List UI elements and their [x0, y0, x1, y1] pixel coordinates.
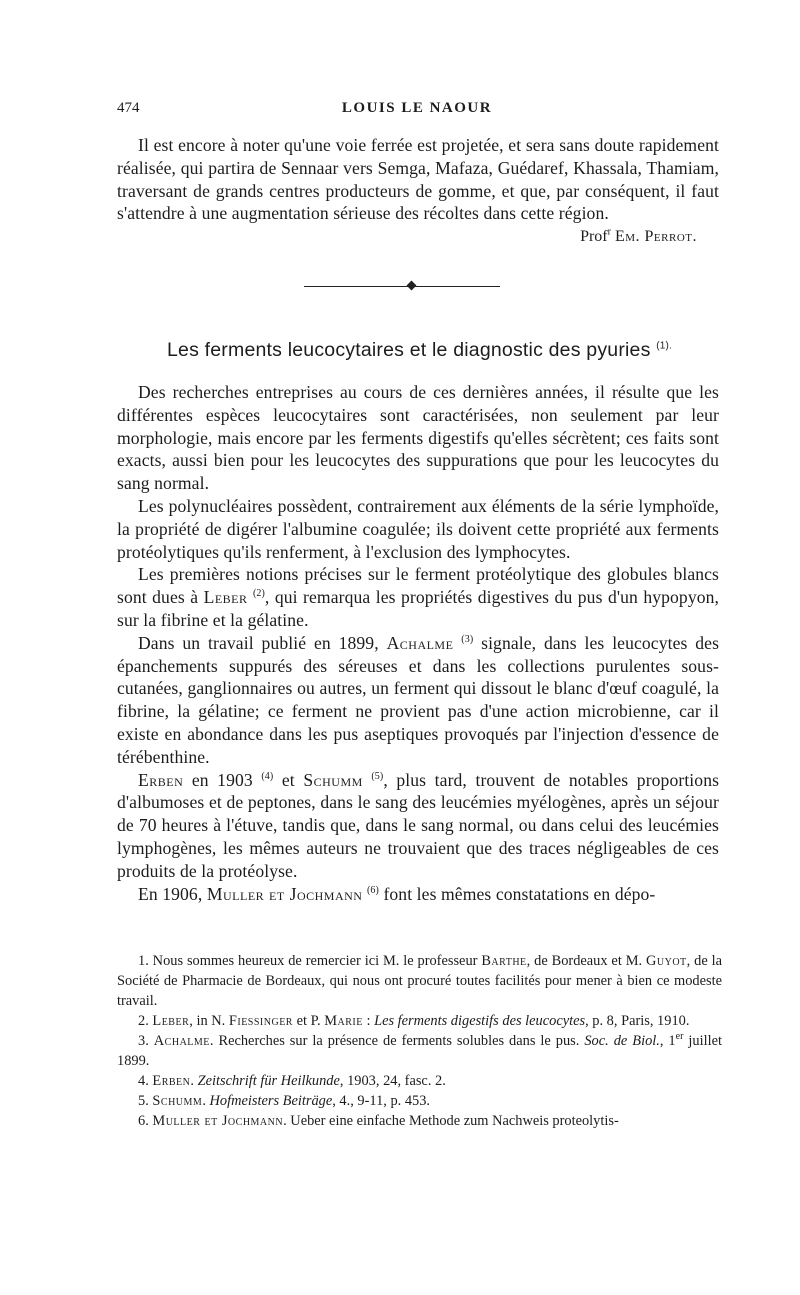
running-head: LOUIS LE NAOUR: [341, 100, 493, 116]
footnote-2-name-fiessinger: Fiessinger: [228, 1013, 293, 1029]
signature-prefix: Prof: [580, 228, 608, 246]
footnote-3-text-b: . Recherches sur la présence de ferments solubles dans le pus.: [209, 1033, 580, 1049]
footnote-1-text-a: 1. Nous sommes heureux de remercier ici M. le professeur: [138, 953, 478, 969]
paragraph-5-text-c: , plus tard, trouvent de notables proportions d'albumoses et de peptones, dans le sang des leucémies myélogènes, après un séjour de 70 heures à l'étuve, tandis que, dans le sang normal, ou dans celui des leucémies lymphogènes, les mêmes auteurs ne trouvaient que des traces négligeables de ces produits de la protéolyse.: [117, 769, 720, 881]
paragraph-5-text-b: et: [281, 769, 295, 790]
paragraph-3-text-a: Les premières notions précises sur le ferment protéolytique des globules blancs sont dues à: [117, 564, 719, 608]
note-ref-2: (2): [252, 588, 265, 600]
footnote-3: [117, 1031, 722, 1071]
section-separator: [304, 286, 500, 288]
page-header: [117, 100, 717, 122]
signature-name: Em. Perrot.: [614, 228, 697, 246]
article-title-note: (1).: [656, 340, 672, 352]
author-signature: [117, 225, 719, 249]
intro-block: [117, 134, 719, 249]
paragraph-4-text-a: Dans un travail publié en 1899,: [138, 632, 379, 653]
article-paragraph-4: [117, 632, 719, 769]
footnote-2-text-c: et P.: [296, 1013, 321, 1029]
footnote-5-text-b: .: [202, 1093, 206, 1109]
footnote-3-text-d: juillet 1899.: [117, 1033, 722, 1069]
article-paragraph-6: [117, 883, 719, 906]
article-title-text: Les ferments leucocytaires et le diagnostic des pyuries: [166, 339, 651, 361]
paragraph-4-text-b: signale, dans les leucocytes des épanchements suppurés des séreuses et dans les collections purulentes sous-cutanées, ganglionnaires ou autres, un ferment qui dissout le blanc d'œuf coagulé, la fibrine, la gélatine; ce ferment ne provient pas d'une action microbienne, car il existe en abondance dans les pus aseptiques provoqués par l'injection d'essence de térébenthine.: [117, 632, 720, 767]
footnote-4-text-b: .: [190, 1073, 194, 1089]
author-schumm: Schumm: [303, 769, 363, 790]
footnote-1-name-guyot: Guyot: [645, 953, 687, 969]
footnote-2-name-leber: Leber: [152, 1013, 190, 1029]
footnote-6-number: 6.: [138, 1113, 149, 1129]
separator-diamond: [407, 281, 417, 291]
separator-line: [304, 286, 500, 287]
footnote-5-number: 5.: [138, 1093, 149, 1109]
paragraph-3-text-b: , qui remarqua les propriétés digestives du pus d'un hypopyon, sur la fibrine et la gélatine.: [117, 587, 720, 630]
footnote-2-colon: :: [366, 1013, 371, 1029]
footnote-3-sup: er: [675, 1031, 684, 1043]
note-ref-5: (5): [371, 770, 384, 782]
footnote-2-text-e: , p. 8, Paris, 1910.: [585, 1013, 690, 1029]
paragraph-6-text-a: En 1906,: [138, 883, 203, 904]
paragraph-6-text-b: font les mêmes constatations en dépo-: [383, 883, 656, 904]
footnote-6: [117, 1111, 722, 1131]
footnote-3-work-title: Soc. de Biol.: [584, 1033, 660, 1049]
footnote-2-text-b: , in N.: [189, 1013, 226, 1029]
author-erben: Erben: [138, 769, 184, 790]
author-achalme: Achalme: [386, 632, 454, 653]
footnote-2-number: 2.: [138, 1013, 149, 1029]
article-paragraph-5: [117, 769, 719, 883]
signature-sup: r: [607, 226, 611, 238]
footnote-1-name-barthe: Barthe: [481, 953, 527, 969]
intro-paragraph: Il est encore à noter qu'une voie ferrée est projetée, et sera sans doute rapidement réalisée, qui partira de Sennaar vers Semga, Mafaza, Guédaref, Khassala, Thamiam, traversant de grands centres producteurs de gomme, et que, par conséquent, il faut s'attendre à une augmentation sérieuse des récoltes dans cette région.: [117, 135, 719, 224]
footnote-4-work-title: Zeitschrift für Heilkunde: [197, 1073, 340, 1089]
note-ref-4: (4): [261, 770, 274, 782]
footnote-2-name-marie: Marie: [324, 1013, 363, 1029]
article-body: [117, 381, 719, 905]
footnote-1: [117, 951, 722, 1011]
article-paragraph-2: Les polynucléaires possèdent, contrairement aux éléments de la série lymphoïde, la propriété de digérer l'albumine coagulée; ils doivent cette propriété aux ferments protéolytiques qu'ils renferment, à l'exclusion des lymphocytes.: [117, 495, 719, 562]
footnote-5-name-schumm: Schumm: [152, 1093, 203, 1109]
footnote-4-name-erben: Erben: [152, 1073, 191, 1089]
footnote-5: [117, 1091, 722, 1111]
footnote-3-number: 3.: [138, 1033, 149, 1049]
article-title: [117, 339, 722, 362]
footnote-5-text-c: , 4., 9-11, p. 453.: [332, 1093, 431, 1109]
footnote-3-name-achalme: Achalme: [153, 1033, 210, 1049]
footnote-2-work-title: Les ferments digestifs des leucocytes: [374, 1013, 586, 1029]
note-ref-3: (3): [461, 633, 474, 645]
footnote-1-text-b: , de Bordeaux et M.: [526, 953, 643, 969]
article-paragraph-1: Des recherches entreprises au cours de ces dernières années, il résulte que les différentes espèces leucocytaires sont caractérisées, non seulement par leur morphologie, mais encore par les ferments digestifs qu'elles sécrètent; ces faits sont exacts, aussi bien pour les leucocytes des suppurations que pour les leucocytes du sang normal.: [117, 382, 719, 494]
author-leber: Leber: [203, 587, 248, 608]
footnote-6-text-b: . Ueber eine einfache Methode zum Nachweis proteolytis-: [283, 1113, 619, 1129]
footnote-4-text-c: , 1903, 24, fasc. 2.: [339, 1073, 446, 1089]
paragraph-5-text-a: en 1903: [191, 769, 253, 790]
footnote-4-number: 4.: [138, 1073, 149, 1089]
footnote-1-text-c: , de la Société de Pharmacie de Bordeaux, qui nous ont procuré toutes facilités pour mener à bien ce modeste travail.: [117, 953, 722, 1009]
footnote-6-name-muller-jochmann: Muller et Jochmann: [152, 1113, 284, 1129]
note-ref-6: (6): [366, 884, 379, 896]
author-muller-jochmann: Muller et Jochmann: [206, 883, 363, 904]
page-number: 474: [117, 100, 140, 116]
footnote-5-work-title: Hofmeisters Beiträge: [209, 1093, 333, 1109]
footnotes: [117, 951, 722, 1131]
footnote-3-text-c: , 1: [659, 1033, 676, 1049]
footnote-2: [117, 1011, 722, 1031]
footnote-4: [117, 1071, 722, 1091]
article-paragraph-3: [117, 563, 719, 631]
